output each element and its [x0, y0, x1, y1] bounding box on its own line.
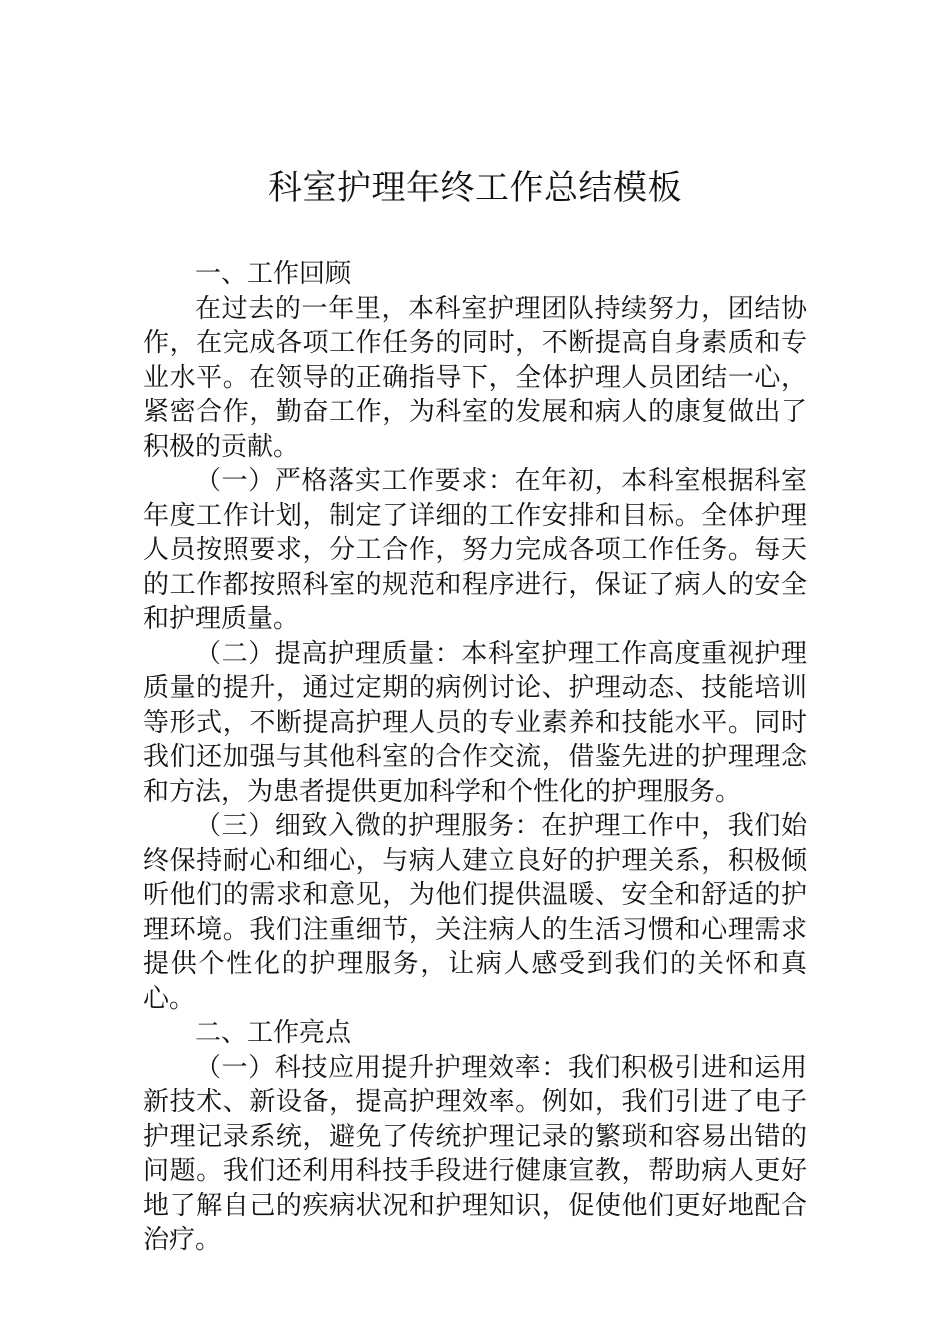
section-heading-highlights: 二、工作亮点 [195, 1018, 352, 1048]
paragraph-requirements: （一）严格落实工作要求：在年初，本科室根据科室年度工作计划，制定了详细的工作安排和目标。全体护理人员按照要求，分工合作，努力完成各项工作任务。每天的工作都按照科室的规范和程序进行，保证了病人的安全和护理质量。 [143, 466, 807, 634]
paragraph-quality: （二）提高护理质量：本科室护理工作高度重视护理质量的提升，通过定期的病例讨论、护理动态、技能培训等形式，不断提高护理人员的专业素养和技能水平。同时我们还加强与其他科室的合作交流，借鉴先进的护理理念和方法，为患者提供更加科学和个性化的护理服务。 [143, 638, 807, 807]
document-body [143, 257, 807, 1258]
paragraph-technology: （一）科技应用提升护理效率：我们积极引进和运用新技术、新设备，提高护理效率。例如，我们引进了电子护理记录系统，避免了传统护理记录的繁琐和容易出错的问题。我们还利用科技手段进行健康宣教，帮助病人更好地了解自己的疾病状况和护理知识，促使他们更好地配合治疗。 [143, 1052, 807, 1255]
paragraph-service: （三）细致入微的护理服务：在护理工作中，我们始终保持耐心和细心，与病人建立良好的护理关系，积极倾听他们的需求和意见，为他们提供温暖、安全和舒适的护理环境。我们注重细节，关注病人的生活习惯和心理需求提供个性化的护理服务，让病人感受到我们的关怀和真心。 [143, 811, 807, 1014]
section-heading-review: 一、工作回顾 [195, 259, 352, 289]
document-title: 科室护理年终工作总结模板 [268, 168, 682, 208]
paragraph-review-intro: 在过去的一年里，本科室护理团队持续努力，团结协作，在完成各项工作任务的同时，不断提高自身素质和专业水平。在领导的正确指导下，全体护理人员团结一心，紧密合作，勤奋工作，为科室的发展和病人的康复做出了积极的贡献。 [143, 293, 807, 462]
